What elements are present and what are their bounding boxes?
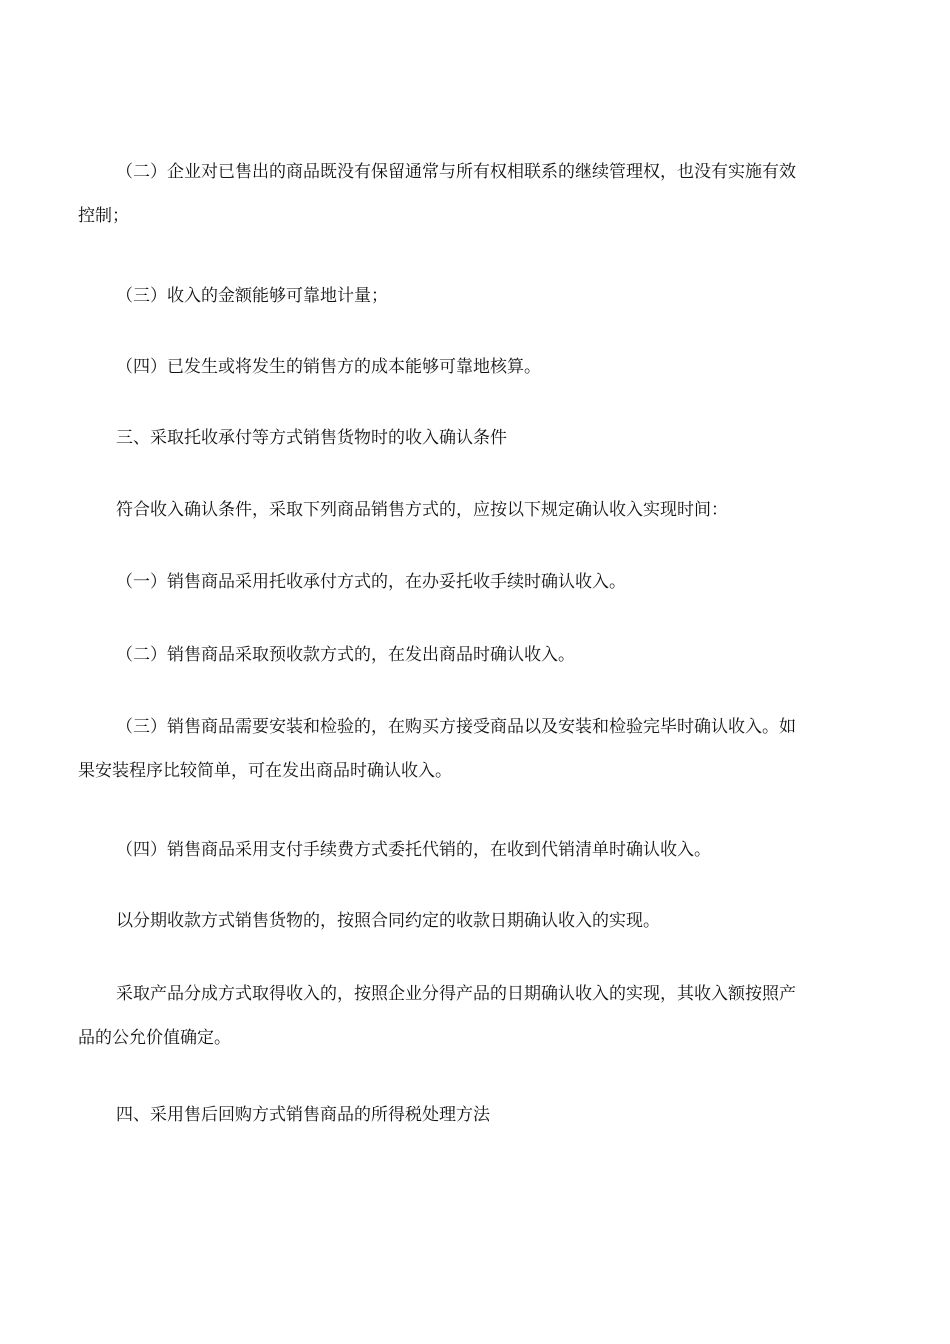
text-line: （四）已发生或将发生的销售方的成本能够可靠地核算。 <box>116 357 541 377</box>
text-line: 采取产品分成方式取得收入的，按照企业分得产品的日期确认收入的实现，其收入额按照产 <box>116 984 796 1004</box>
paragraph-item-3 <box>78 705 878 793</box>
paragraph-income-amount <box>78 274 878 318</box>
text-line: 以分期收款方式销售货物的，按照合同约定的收款日期确认收入的实现。 <box>116 911 660 931</box>
text-line: （三）收入的金额能够可靠地计量； <box>116 286 388 306</box>
text-line: （三）销售商品需要安装和检验的，在购买方接受商品以及安装和检验完毕时确认收入。如 <box>116 717 796 737</box>
text-line: 四、采用售后回购方式销售商品的所得税处理方法 <box>116 1105 490 1125</box>
section-heading-4 <box>78 1093 878 1137</box>
paragraph-product-sharing <box>78 972 878 1060</box>
text-line: 果安装程序比较简单，可在发出商品时确认收入。 <box>78 761 452 781</box>
paragraph-recognition-intro <box>78 488 878 532</box>
text-line: （四）销售商品采用支付手续费方式委托代销的，在收到代销清单时确认收入。 <box>116 840 711 860</box>
paragraph-cost-accounting <box>78 345 878 389</box>
text-line: （一）销售商品采用托收承付方式的，在办妥托收手续时确认收入。 <box>116 572 626 592</box>
section-heading-3 <box>78 416 878 460</box>
text-line: 品的公允价值确定。 <box>78 1028 231 1048</box>
paragraph-goods-control <box>78 150 878 238</box>
paragraph-installment <box>78 899 878 943</box>
text-line: （二）企业对已售出的商品既没有保留通常与所有权相联系的继续管理权，也没有实施有效 <box>116 162 796 182</box>
text-line: 符合收入确认条件，采取下列商品销售方式的，应按以下规定确认收入实现时间： <box>116 500 728 520</box>
text-line: （二）销售商品采取预收款方式的，在发出商品时确认收入。 <box>116 645 575 665</box>
text-line: 控制； <box>78 206 129 226</box>
paragraph-item-4 <box>78 828 878 872</box>
paragraph-item-2 <box>78 633 878 677</box>
text-line: 三、采取托收承付等方式销售货物时的收入确认条件 <box>116 428 507 448</box>
paragraph-item-1 <box>78 560 878 604</box>
